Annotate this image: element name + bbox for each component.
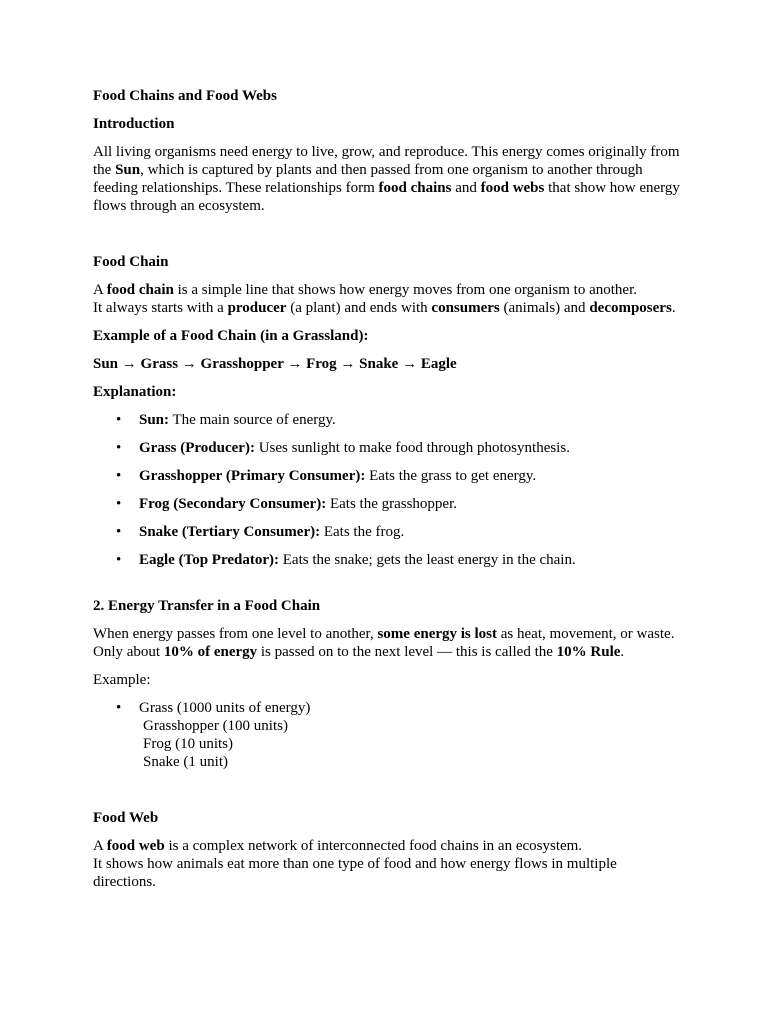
example-label: Example: — [93, 672, 151, 688]
energy-lost-term: some energy is lost — [377, 626, 498, 642]
text-run: , which is captured by plants and then passed from one organism to another through feeding relationships. These relationships form — [93, 162, 643, 196]
bullet-icon: • — [116, 524, 122, 540]
ten-percent-term: 10% of energy — [163, 644, 258, 660]
energy-unit-line: Snake (1 unit) — [143, 754, 228, 770]
list-item-text: Eats the frog. — [320, 524, 405, 540]
bullet-icon: • — [116, 496, 122, 512]
energy-unit-line: Grasshopper (100 units) — [143, 718, 288, 734]
text-run: as heat, movement, or waste. — [497, 626, 675, 642]
explanation-list — [93, 411, 683, 569]
consumers-term: consumers — [431, 300, 500, 316]
food-chain-definition — [93, 281, 683, 317]
list-item-text: The main source of energy. — [169, 412, 336, 428]
sun-term: Sun — [115, 162, 141, 178]
text-run: A — [93, 838, 107, 854]
list-item-term: Snake (Tertiary Consumer): — [139, 524, 321, 540]
example-heading: Example of a Food Chain (in a Grassland): — [93, 328, 369, 344]
text-run: is a simple line that shows how energy moves from one organism to another. — [173, 282, 637, 298]
introduction-paragraph — [93, 143, 683, 215]
text-run: It always starts with a — [93, 300, 228, 316]
text-run: is passed on to the next level — this is called the — [257, 644, 557, 660]
text-run: A — [93, 282, 107, 298]
food-web-heading: Food Web — [93, 810, 159, 826]
decomposers-term: decomposers — [589, 300, 672, 316]
list-item-term: Sun: — [139, 412, 170, 428]
text-run: is a complex network of interconnected food chains in an ecosystem. — [164, 838, 583, 854]
bullet-icon: • — [116, 468, 122, 484]
text-run: When energy passes from one level to another, — [93, 626, 378, 642]
introduction-heading: Introduction — [93, 116, 175, 132]
energy-transfer-paragraph — [93, 625, 683, 661]
list-item-text: Eats the grass to get energy. — [365, 468, 537, 484]
energy-unit-line: Frog (10 units) — [143, 736, 233, 752]
list-item — [93, 467, 683, 485]
list-item-term: Eagle (Top Predator): — [139, 552, 279, 568]
text-run: that show how energy flows through an ecosystem. — [93, 180, 680, 214]
text-run: (a plant) and ends with — [286, 300, 432, 316]
energy-unit-line: Grass (1000 units of energy) — [139, 700, 311, 716]
list-item-term: Grasshopper (Primary Consumer): — [139, 468, 366, 484]
energy-transfer-heading: 2. Energy Transfer in a Food Chain — [93, 598, 321, 614]
food-chain-sequence: Sun → Grass → Grasshopper → Frog → Snake → Eagle — [93, 356, 457, 372]
document-title: Food Chains and Food Webs — [93, 88, 277, 104]
list-item-text: Uses sunlight to make food through photosynthesis. — [254, 440, 570, 456]
food-webs-term: food webs — [480, 180, 545, 196]
document-page — [93, 87, 683, 891]
list-item — [93, 411, 683, 429]
list-item-text: Eats the grasshopper. — [326, 496, 458, 512]
food-web-term: food web — [106, 838, 165, 854]
list-item — [93, 551, 683, 569]
food-web-definition — [93, 837, 683, 891]
bullet-icon: • — [116, 552, 122, 568]
producer-term: producer — [227, 300, 287, 316]
text-run: It shows how animals eat more than one type of food and how energy flows in multiple directions. — [93, 856, 617, 890]
list-item-term: Frog (Secondary Consumer): — [139, 496, 327, 512]
food-chains-term: food chains — [378, 180, 452, 196]
ten-percent-rule-term: 10% Rule — [556, 644, 621, 660]
food-chain-term: food chain — [106, 282, 174, 298]
list-item — [93, 439, 683, 457]
energy-units-list — [93, 699, 683, 771]
bullet-icon: • — [116, 700, 122, 716]
list-item-term: Grass (Producer): — [139, 440, 255, 456]
text-run: All living organisms need energy to live, grow, and reproduce. This energy comes originally from the — [93, 144, 680, 178]
text-run: and — [451, 180, 481, 196]
bullet-icon: • — [116, 412, 122, 428]
text-run: Only about — [93, 644, 164, 660]
explanation-heading: Explanation: — [93, 384, 177, 400]
list-item — [93, 523, 683, 541]
list-item — [93, 495, 683, 513]
text-run: (animals) and — [499, 300, 590, 316]
food-chain-heading: Food Chain — [93, 254, 169, 270]
text-run: . — [620, 644, 625, 660]
list-item-text: Eats the snake; gets the least energy in the chain. — [279, 552, 576, 568]
bullet-icon: • — [116, 440, 122, 456]
text-run: . — [671, 300, 676, 316]
